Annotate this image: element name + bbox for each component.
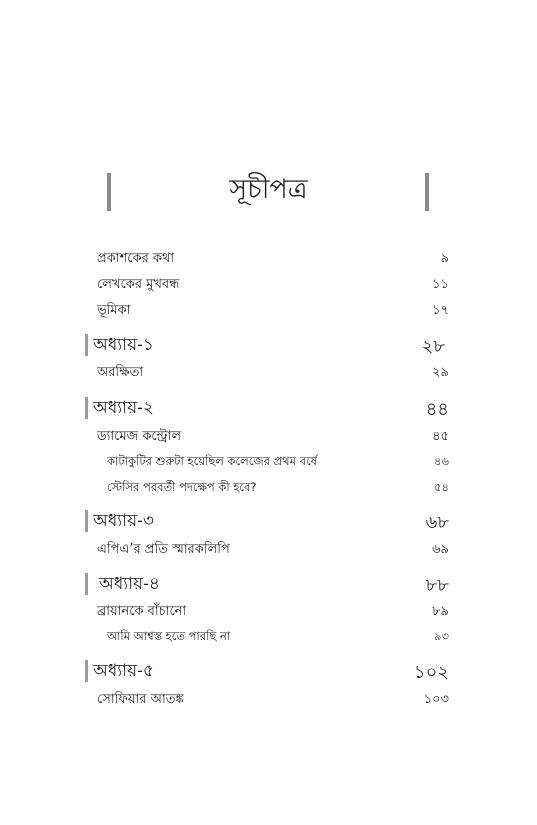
toc-entry-label: ড্যামেজ কন্ট্রোল	[97, 429, 182, 444]
toc-entry-page: ৬৯	[432, 542, 449, 557]
toc-subentry-label: স্টেসির পরবর্তী পদক্ষেপ কী হবে?	[107, 480, 257, 494]
toc-entry-label: ভূমিকা	[97, 303, 131, 318]
toc-entry-label: সোফিয়ার আতঙ্ক	[97, 692, 184, 707]
page-title: সূচীপত্র	[229, 174, 308, 205]
chapter-page: ৬৮	[425, 512, 449, 533]
chapter-page: ৪৪	[425, 399, 449, 420]
toc-entry-label: অরক্ষিতা	[97, 365, 144, 380]
chapter-marker-bar	[85, 573, 88, 595]
toc-entry-page: ৯	[440, 251, 449, 266]
chapter-page: ২৮	[421, 336, 445, 357]
chapter-page: ৮৮	[425, 575, 449, 596]
toc-subentry-label: কাটাকুটির শুরুটা হয়েছিল কলেজের প্রথম বর্ষে	[107, 454, 318, 468]
toc-subentry-page: ৯৩	[434, 629, 449, 643]
toc-entry-label: ব্রায়ানকে বাঁচানো	[97, 604, 187, 619]
toc-entry-page: ১১	[432, 277, 449, 292]
chapter-page: ১০২	[413, 662, 449, 683]
toc-entry-label: প্রকাশকের কথা	[97, 251, 175, 266]
toc-entry-page: ১৭	[432, 303, 449, 318]
toc-entry-page: ২৯	[432, 365, 449, 380]
chapter-marker-bar	[85, 397, 88, 419]
chapter-label: অধ্যায়-৪	[99, 574, 160, 594]
toc-subentry-page: ৫৪	[434, 480, 449, 494]
chapter-marker-bar	[85, 510, 88, 532]
chapter-marker-bar	[85, 334, 88, 356]
toc-entry-page: ৪৫	[432, 429, 449, 444]
chapter-label: অধ্যায়-২	[93, 398, 154, 418]
chapter-marker-bar	[85, 660, 88, 682]
toc-entry-page: ১০৩	[423, 692, 449, 707]
toc-subentry-label: আমি আশ্বস্ত হতে পারছি না	[107, 629, 231, 643]
chapter-label: অধ্যায়-৫	[93, 661, 154, 681]
toc-entry-page: ৮৯	[432, 604, 449, 619]
toc-subentry-page: ৪৬	[434, 454, 449, 468]
toc-entry-label: এপিএ’র প্রতি স্মারকলিপি	[97, 542, 230, 557]
chapter-label: অধ্যায়-১	[93, 335, 154, 355]
chapter-label: অধ্যায়-৩	[93, 511, 154, 531]
toc-entry-label: লেখকের মুখবন্ধ	[97, 277, 180, 292]
